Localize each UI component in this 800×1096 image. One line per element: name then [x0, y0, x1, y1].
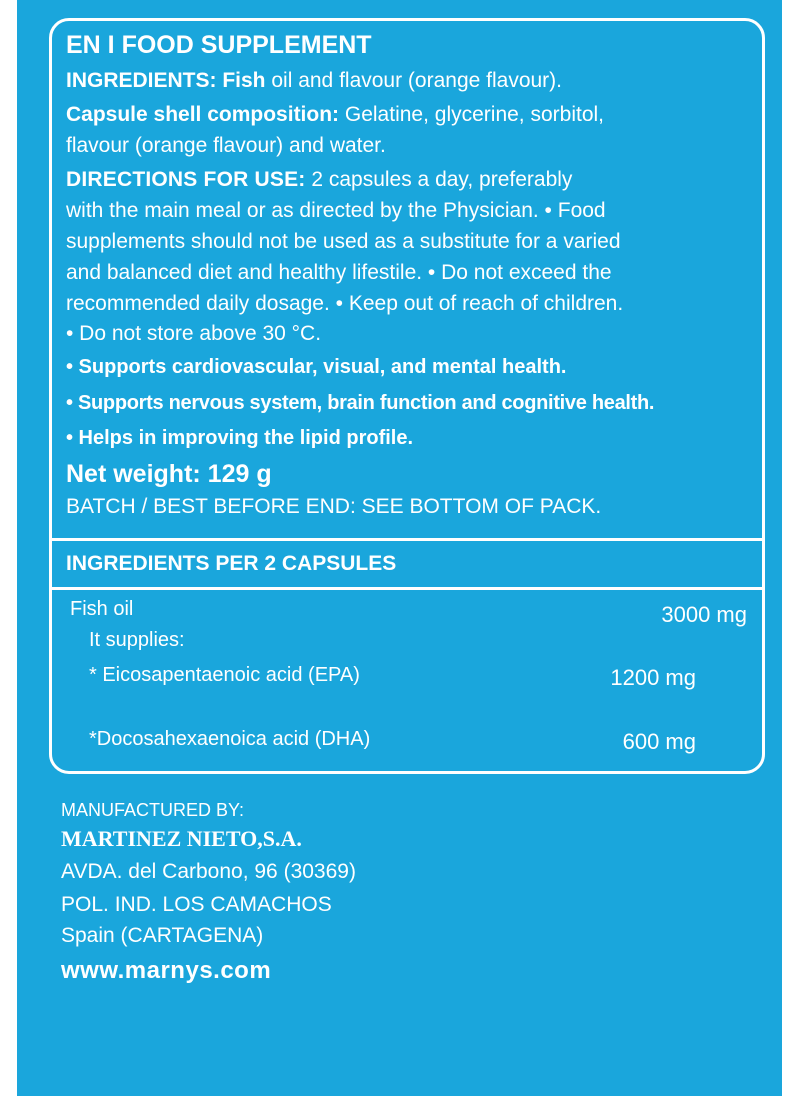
directions-line: and balanced diet and healthy lifestile. • Do not exceed the	[66, 261, 612, 284]
table-row-name: Fish oil	[70, 598, 134, 620]
shell-line-2: flavour (orange flavour) and water.	[66, 134, 386, 157]
directions-line: with the main meal or as directed by the Physician. • Food	[66, 199, 606, 222]
website-link[interactable]: www.marnys.com	[61, 957, 272, 984]
manufacturer-address: Spain (CARTAGENA)	[61, 924, 264, 947]
table-row-name: *Docosahexaenoica acid (DHA)	[89, 728, 371, 750]
shell-label: Capsule shell composition:	[66, 103, 340, 126]
table-header-divider	[49, 587, 765, 590]
table-row-value: 1200 mg	[610, 665, 696, 690]
directions-line: recommended daily dosage. • Keep out of reach of children.	[66, 292, 624, 315]
table-header: INGREDIENTS PER 2 CAPSULES	[66, 552, 397, 575]
section-divider	[49, 538, 765, 541]
table-row-name: It supplies:	[89, 629, 185, 651]
net-weight: Net weight: 129 g	[66, 460, 272, 488]
directions-text-1: 2 capsules a day, preferably	[305, 168, 573, 191]
claim-item: • Supports cardiovascular, visual, and mental health.	[66, 356, 567, 378]
ingredients-line	[66, 70, 562, 91]
table-row-name: * Eicosapentaenoic acid (EPA)	[89, 664, 360, 686]
ingredients-label: INGREDIENTS: Fish	[66, 69, 266, 92]
ingredients-text: oil and flavour (orange flavour).	[265, 69, 563, 92]
manufacturer-address: AVDA. del Carbono, 96 (30369)	[61, 860, 356, 883]
directions-line: • Do not store above 30 °C.	[66, 322, 322, 345]
claim-item: • Helps in improving the lipid profile.	[66, 427, 414, 449]
directions-line-1	[66, 169, 572, 190]
batch-info: BATCH / BEST BEFORE END: SEE BOTTOM OF PACK.	[66, 495, 602, 518]
directions-label: DIRECTIONS FOR USE:	[66, 168, 306, 191]
directions-line: supplements should not be used as a substitute for a varied	[66, 230, 621, 253]
manufacturer-address: POL. IND. LOS CAMACHOS	[61, 893, 332, 916]
claim-item: • Supports nervous system, brain function and cognitive health.	[66, 392, 655, 414]
manufacturer-label: MANUFACTURED BY:	[61, 800, 245, 820]
heading: EN I FOOD SUPPLEMENT	[66, 31, 372, 59]
shell-line-1	[66, 104, 604, 125]
table-row-value: 600 mg	[622, 729, 696, 754]
shell-text-1: Gelatine, glycerine, sorbitol,	[339, 103, 605, 126]
manufacturer-name: MARTINEZ NIETO,S.A.	[61, 826, 302, 851]
table-row-value: 3000 mg	[661, 602, 747, 627]
